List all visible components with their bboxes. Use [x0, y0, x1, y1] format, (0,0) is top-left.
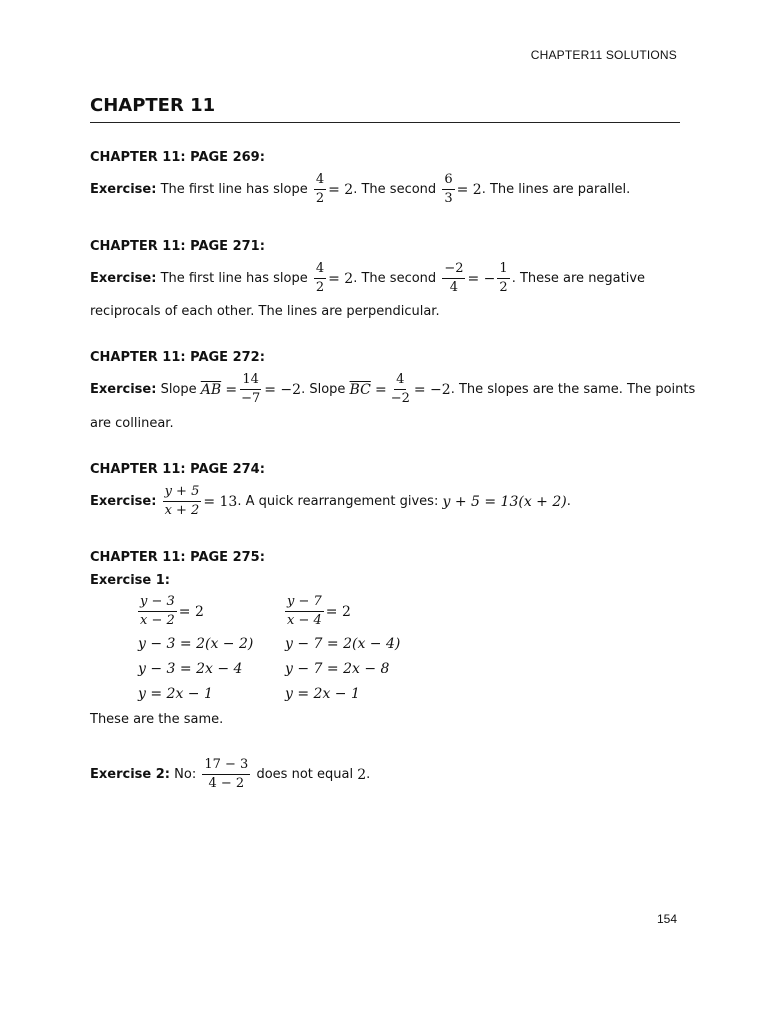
fraction-numerator: −2	[442, 261, 465, 279]
equation-right-line-4: y = 2x − 1	[285, 686, 360, 702]
fraction	[497, 261, 509, 297]
math-expression: = 2	[328, 181, 354, 198]
exercise-label: Exercise	[90, 182, 152, 198]
exercise-page-274	[90, 484, 571, 520]
text-segment: . These are negative	[511, 271, 646, 287]
paragraph-continuation: are collinear.	[90, 416, 174, 431]
math-expression: =	[374, 381, 387, 398]
chapter-title: CHAPTER 11	[90, 95, 216, 116]
text-segment: The first line has slope	[160, 182, 308, 198]
label-colon: :	[151, 494, 157, 510]
fraction-denominator: 4 − 2	[208, 776, 245, 792]
running-head: CHAPTER11 SOLUTIONS	[530, 48, 677, 62]
math-expression: = 2	[178, 603, 204, 620]
fraction	[442, 261, 465, 297]
fraction	[389, 372, 412, 408]
fraction	[314, 172, 326, 208]
fraction-numerator: y − 3	[138, 594, 177, 612]
exercise-label: Exercise	[90, 382, 152, 398]
fraction	[285, 594, 324, 630]
math-value: 2	[357, 766, 367, 783]
text-segment: . A quick rearrangement gives:	[237, 494, 439, 510]
segment-ab: $\overline{AB}$	[200, 381, 222, 398]
label-colon: :	[151, 271, 157, 287]
fraction-numerator: 4	[314, 172, 326, 190]
fraction-numerator: 14	[240, 372, 261, 390]
page-number: 154	[656, 912, 677, 926]
equation-right-fraction	[283, 594, 351, 630]
text-segment: No:	[174, 767, 197, 783]
label-colon: :	[151, 382, 157, 398]
exercise-page-272	[90, 372, 695, 408]
math-expression: = 13	[203, 493, 238, 510]
math-expression: = 2	[456, 181, 482, 198]
section-heading-page-274: CHAPTER 11: PAGE 274:	[90, 462, 265, 477]
fraction-numerator: y − 7	[285, 594, 324, 612]
section-heading-page-275: CHAPTER 11: PAGE 275:	[90, 550, 265, 565]
paragraph-continuation: reciprocals of each other. The lines are perpendicular.	[90, 304, 440, 319]
fraction-numerator: 4	[394, 372, 406, 390]
equation-right-line-2: y − 7 = 2(x − 4)	[285, 636, 401, 652]
fraction-denominator: x + 2	[164, 503, 200, 519]
title-rule	[90, 122, 680, 123]
label-colon: :	[151, 182, 157, 198]
exercise-page-271	[90, 261, 645, 297]
math-expression: = 2	[325, 603, 351, 620]
conclusion-text: These are the same.	[90, 712, 224, 727]
exercise-page-269	[90, 172, 630, 208]
exercise-1-label: Exercise 1	[90, 573, 165, 588]
fraction-denominator: 3	[444, 191, 453, 207]
fraction	[314, 261, 326, 297]
fraction	[138, 594, 177, 630]
text-segment: .	[566, 494, 571, 510]
label-colon: :	[164, 767, 170, 783]
equation-left-line-3: y − 3 = 2x − 4	[138, 661, 243, 677]
equation-left-line-4: y = 2x − 1	[138, 686, 213, 702]
fraction-denominator: 2	[315, 280, 325, 296]
math-expression: =	[225, 381, 238, 398]
fraction-numerator: 17 − 3	[202, 757, 250, 775]
text-segment: . The lines are parallel.	[481, 182, 631, 198]
fraction-numerator: 6	[442, 172, 454, 190]
fraction-numerator: 4	[314, 261, 326, 279]
fraction-denominator: 2	[499, 280, 508, 296]
fraction-numerator: 1	[497, 261, 509, 279]
math-expression: = −2	[413, 381, 451, 398]
text-segment: Slope	[160, 382, 197, 398]
text-segment: . The second	[353, 182, 437, 198]
text-segment: does not equal	[256, 767, 354, 783]
text-segment: . The second	[353, 271, 437, 287]
fraction-denominator: x − 4	[287, 613, 322, 629]
fraction	[202, 757, 250, 793]
math-expression: = −2	[264, 381, 302, 398]
fraction-numerator: y + 5	[163, 484, 202, 502]
fraction	[442, 172, 454, 208]
fraction-denominator: 4	[449, 280, 459, 296]
text-segment: .	[366, 767, 371, 783]
equation-right-line-3: y − 7 = 2x − 8	[285, 661, 390, 677]
exercise-2-label: Exercise 2	[90, 767, 165, 783]
text-segment: The first line has slope	[160, 271, 308, 287]
math-expression: = 2	[328, 270, 354, 287]
exercise-1-heading	[90, 573, 170, 588]
equation-left-line-2: y − 3 = 2(x − 2)	[138, 636, 254, 652]
fraction-denominator: x − 2	[140, 613, 175, 629]
segment-bc: $\overline{BC}$	[349, 381, 371, 398]
section-heading-page-271: CHAPTER 11: PAGE 271:	[90, 239, 265, 254]
section-heading-page-272: CHAPTER 11: PAGE 272:	[90, 350, 265, 365]
text-segment: . The slopes are the same. The points	[450, 382, 696, 398]
equation-left-fraction	[136, 594, 204, 630]
exercise-2	[90, 757, 370, 793]
math-expression: = −	[467, 270, 496, 287]
fraction-denominator: −7	[241, 391, 261, 407]
fraction	[239, 372, 262, 408]
text-segment: . Slope	[301, 382, 346, 398]
label-colon: :	[164, 573, 170, 588]
exercise-label: Exercise	[90, 271, 152, 287]
fraction-denominator: 2	[315, 191, 325, 207]
fraction-denominator: −2	[390, 391, 410, 407]
exercise-label: Exercise	[90, 494, 152, 510]
math-equation: y + 5 = 13(x + 2)	[442, 493, 567, 510]
section-heading-page-269: CHAPTER 11: PAGE 269:	[90, 150, 265, 165]
fraction	[163, 484, 202, 520]
